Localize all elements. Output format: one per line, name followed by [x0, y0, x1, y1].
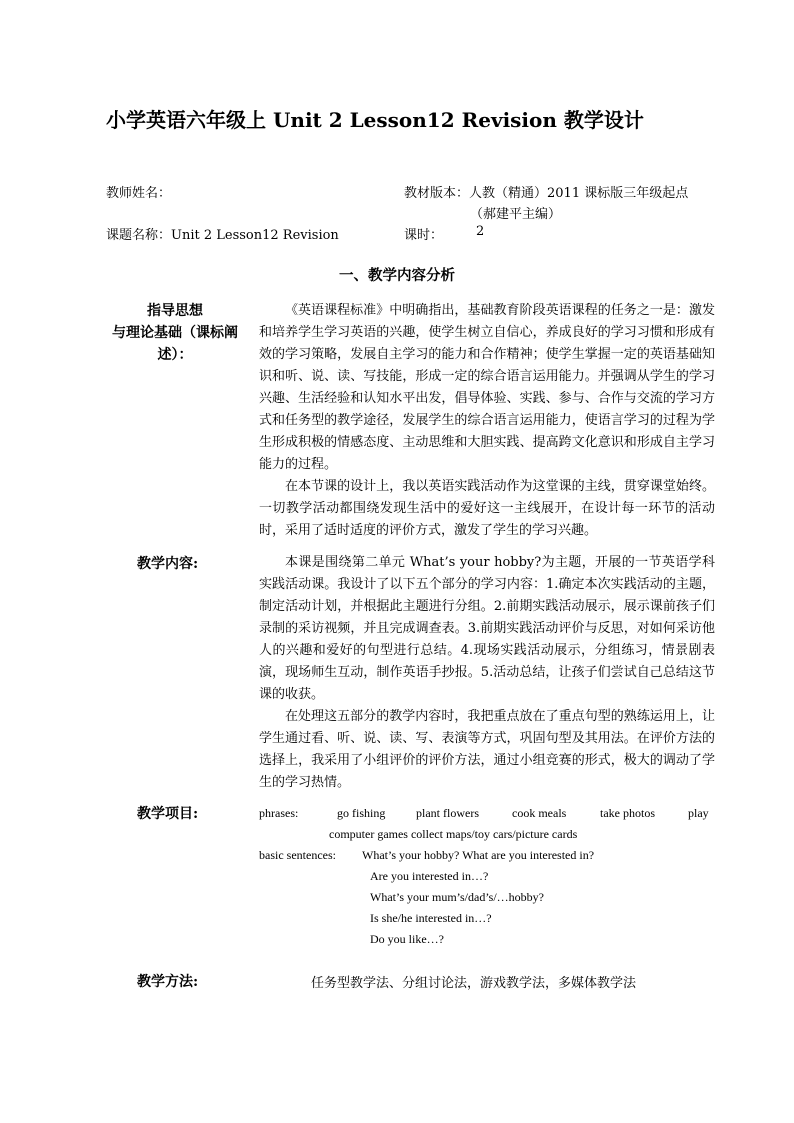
content-paragraph-2: 在处理这五部分的教学内容时，我把重点放在了重点句型的熟练运用上，让学生通过看、听、说、读、写、表演等方式，巩固句型及其用法。在评价方法的选择上，我采用了小组评价的评价方法，通过小组竞赛的形式，极大的调动了学生的学习热情。 — [259, 709, 715, 790]
phrase-item: cook meals — [512, 806, 567, 820]
teaching-content-label: 教学内容: — [137, 556, 199, 572]
sentences-label: basic sentences: — [259, 848, 336, 862]
class-hours-label: 课时： — [404, 228, 444, 243]
guiding-theory-text — [259, 300, 715, 542]
section-heading-content-analysis: 一、教学内容分析 — [339, 267, 455, 284]
sentence-item: Do you like…? — [370, 932, 444, 946]
teaching-content-text — [259, 552, 715, 794]
sentence-item: What’s your hobby? What are you interested in? — [362, 848, 595, 862]
class-hours-value: 2 — [476, 224, 485, 239]
guiding-theory-label — [100, 300, 250, 366]
textbook-version-line2: （郝建平主编） — [470, 207, 562, 222]
teaching-items-label: 教学项目: — [137, 806, 199, 822]
teacher-name-label: 教师姓名： — [106, 186, 172, 201]
guiding-label-line3: 述）： — [157, 347, 193, 363]
teaching-methods-label: 教学方法: — [137, 974, 199, 990]
phrases-label: phrases: — [259, 806, 299, 820]
guiding-paragraph-1: 《英语课程标准》中明确指出，基础教育阶段英语课程的任务之一是：激发和培养学生学习英语的兴趣，使学生树立自信心，养成良好的学习习惯和形成有效的学习策略，发展自主学习的能力和合作精神；使学生掌握一定的英语基础知识和听、说、读、写技能，形成一定的综合语言运用能力。并强调从学生的学习兴趣、生活经验和认知水平出发，倡导体验、实践、参与、合作与交流的学习方式和任务型的教学途径，发展学生的综合语言运用能力，使语言学习的过程为学生形成积极的情感态度、主动思维和大胆实践、提高跨文化意识和形成自主学习能力的过程。 — [259, 303, 715, 472]
sentence-item: Is she/he interested in…? — [370, 911, 492, 925]
textbook-version-line1: 教材版本：人教（精通）2011 课标版三年级起点 — [404, 186, 689, 201]
content-paragraph-1: 本课是围绕第二单元 What’s your hobby?为主题，开展的一节英语学科实践活动课。我设计了以下五个部分的学习内容：1.确定本次实践活动的主题，制定活动计划，并根据此主题进行分组。2.前期实践活动展示，展示课前孩子们录制的采访视频，并且完成调查表。3.前期实践活动评价与反思，对如何采访他人的兴趣和爱好的句型进行总结。4.现场实践活动展示，分组练习，情景剧表演，现场师生互动，制作英语手抄报。5.活动总结，让孩子们尝试自己总结这节课的收获。 — [259, 555, 715, 702]
guiding-label-line1: 指导思想 — [147, 303, 203, 319]
sentence-item: What’s your mum’s/dad’s/…hobby? — [370, 890, 544, 904]
document-title: 小学英语六年级上 Unit 2 Lesson12 Revision 教学设计 — [106, 108, 644, 132]
guiding-paragraph-2: 在本节课的设计上，我以英语实践活动作为这堂课的主线，贯穿课堂始终。一切教学活动都围绕发现生活中的爱好这一主线展开，在设计每一环节的活动时，采用了适时适度的评价方式，激发了学生的学习兴趣。 — [259, 479, 715, 538]
phrase-item: plant flowers — [416, 806, 479, 820]
phrase-item: play — [688, 806, 709, 820]
phrases-line-2: computer games collect maps/toy cars/picture cards — [329, 827, 578, 841]
phrase-item: go fishing — [337, 806, 386, 820]
teaching-methods-text: 任务型教学法、分组讨论法，游戏教学法，多媒体教学法 — [311, 976, 637, 991]
sentence-item: Are you interested in…? — [370, 869, 489, 883]
phrase-item: take photos — [600, 806, 655, 820]
guiding-label-line2: 与理论基础（课标阐 — [112, 325, 238, 341]
topic-name-label: 课题名称：Unit 2 Lesson12 Revision — [106, 228, 339, 243]
